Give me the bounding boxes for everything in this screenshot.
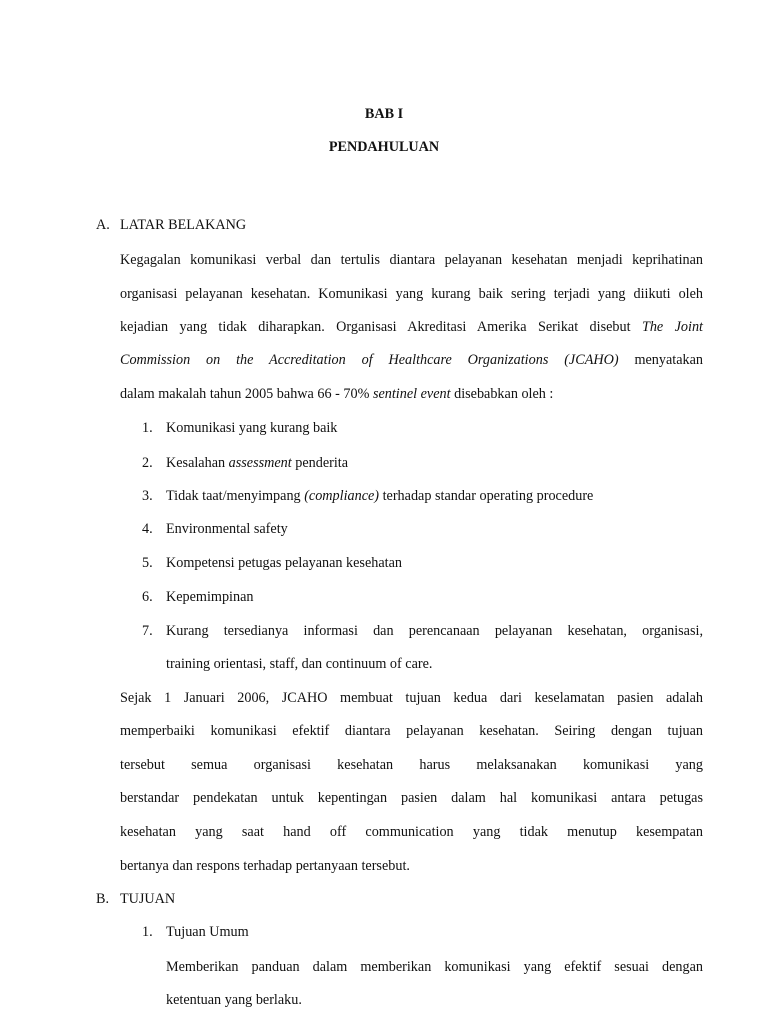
para2-line4: berstandar pendekatan untuk kepentingan pasien dalam hal komunikasi antara petugas xyxy=(120,790,703,806)
para2-line6: bertanya dan respons terhadap pertanyaan tersebut. xyxy=(120,858,410,874)
para2-line3: tersebut semua organisasi kesehatan harus melaksanakan komunikasi yang xyxy=(120,757,703,773)
list-item: Kurang tersedianya informasi dan perencanaan pelayanan kesehatan, organisasi, xyxy=(166,623,703,639)
para1-line2: organisasi pelayanan kesehatan. Komunikasi yang kurang baik sering terjadi yang diikuti oleh xyxy=(120,286,703,302)
section-b-letter: B. xyxy=(96,891,110,907)
subsection-title: Tujuan Umum xyxy=(166,924,249,940)
chapter-title: PENDAHULUAN xyxy=(328,139,440,155)
para1-line1: Kegagalan komunikasi verbal dan tertulis diantara pelayanan kesehatan menjadi keprihatinan xyxy=(120,252,703,268)
para2-line2: memperbaiki komunikasi efektif diantara pelayanan kesehatan. Seiring dengan tujuan xyxy=(120,723,703,739)
para1-line5: dalam makalah tahun 2005 bahwa 66 - 70% sentinel event disebabkan oleh : xyxy=(120,386,554,402)
list-item: Komunikasi yang kurang baik xyxy=(166,420,338,436)
list-item: Tidak taat/menyimpang (compliance) terhadap standar operating procedure xyxy=(166,488,594,504)
para2-line1: Sejak 1 Januari 2006, JCAHO membuat tujuan kedua dari keselamatan pasien adalah xyxy=(120,690,703,706)
list-item-number: 6. xyxy=(142,589,153,605)
section-b-title: TUJUAN xyxy=(120,891,176,907)
subsection-number: 1. xyxy=(142,924,153,940)
list-item-number: 7. xyxy=(142,623,153,639)
subsection-line1: Memberikan panduan dalam memberikan komunikasi yang efektif sesuai dengan xyxy=(166,959,703,975)
list-item: Environmental safety xyxy=(166,521,288,537)
list-item-number: 2. xyxy=(142,455,153,471)
subsection-line2: ketentuan yang berlaku. xyxy=(166,992,302,1008)
list-item-continued: training orientasi, staff, dan continuum of care. xyxy=(166,656,433,672)
list-item: Kompetensi petugas pelayanan kesehatan xyxy=(166,555,402,571)
para1-line4: Commission on the Accreditation of Healthcare Organizations (JCAHO) menyatakan xyxy=(120,352,703,368)
list-item: Kepemimpinan xyxy=(166,589,254,605)
list-item-number: 3. xyxy=(142,488,153,504)
section-a-letter: A. xyxy=(96,217,110,233)
para2-line5: kesehatan yang saat hand off communication yang tidak menutup kesempatan xyxy=(120,824,703,840)
section-a-title: LATAR BELAKANG xyxy=(120,217,247,233)
chapter-heading: BAB I xyxy=(364,106,404,122)
list-item-number: 4. xyxy=(142,521,153,537)
para1-line3: kejadian yang tidak diharapkan. Organisasi Akreditasi Amerika Serikat disebut The Joint xyxy=(120,319,703,335)
list-item: Kesalahan assessment penderita xyxy=(166,455,349,471)
list-item-number: 5. xyxy=(142,555,153,571)
list-item-number: 1. xyxy=(142,420,153,436)
